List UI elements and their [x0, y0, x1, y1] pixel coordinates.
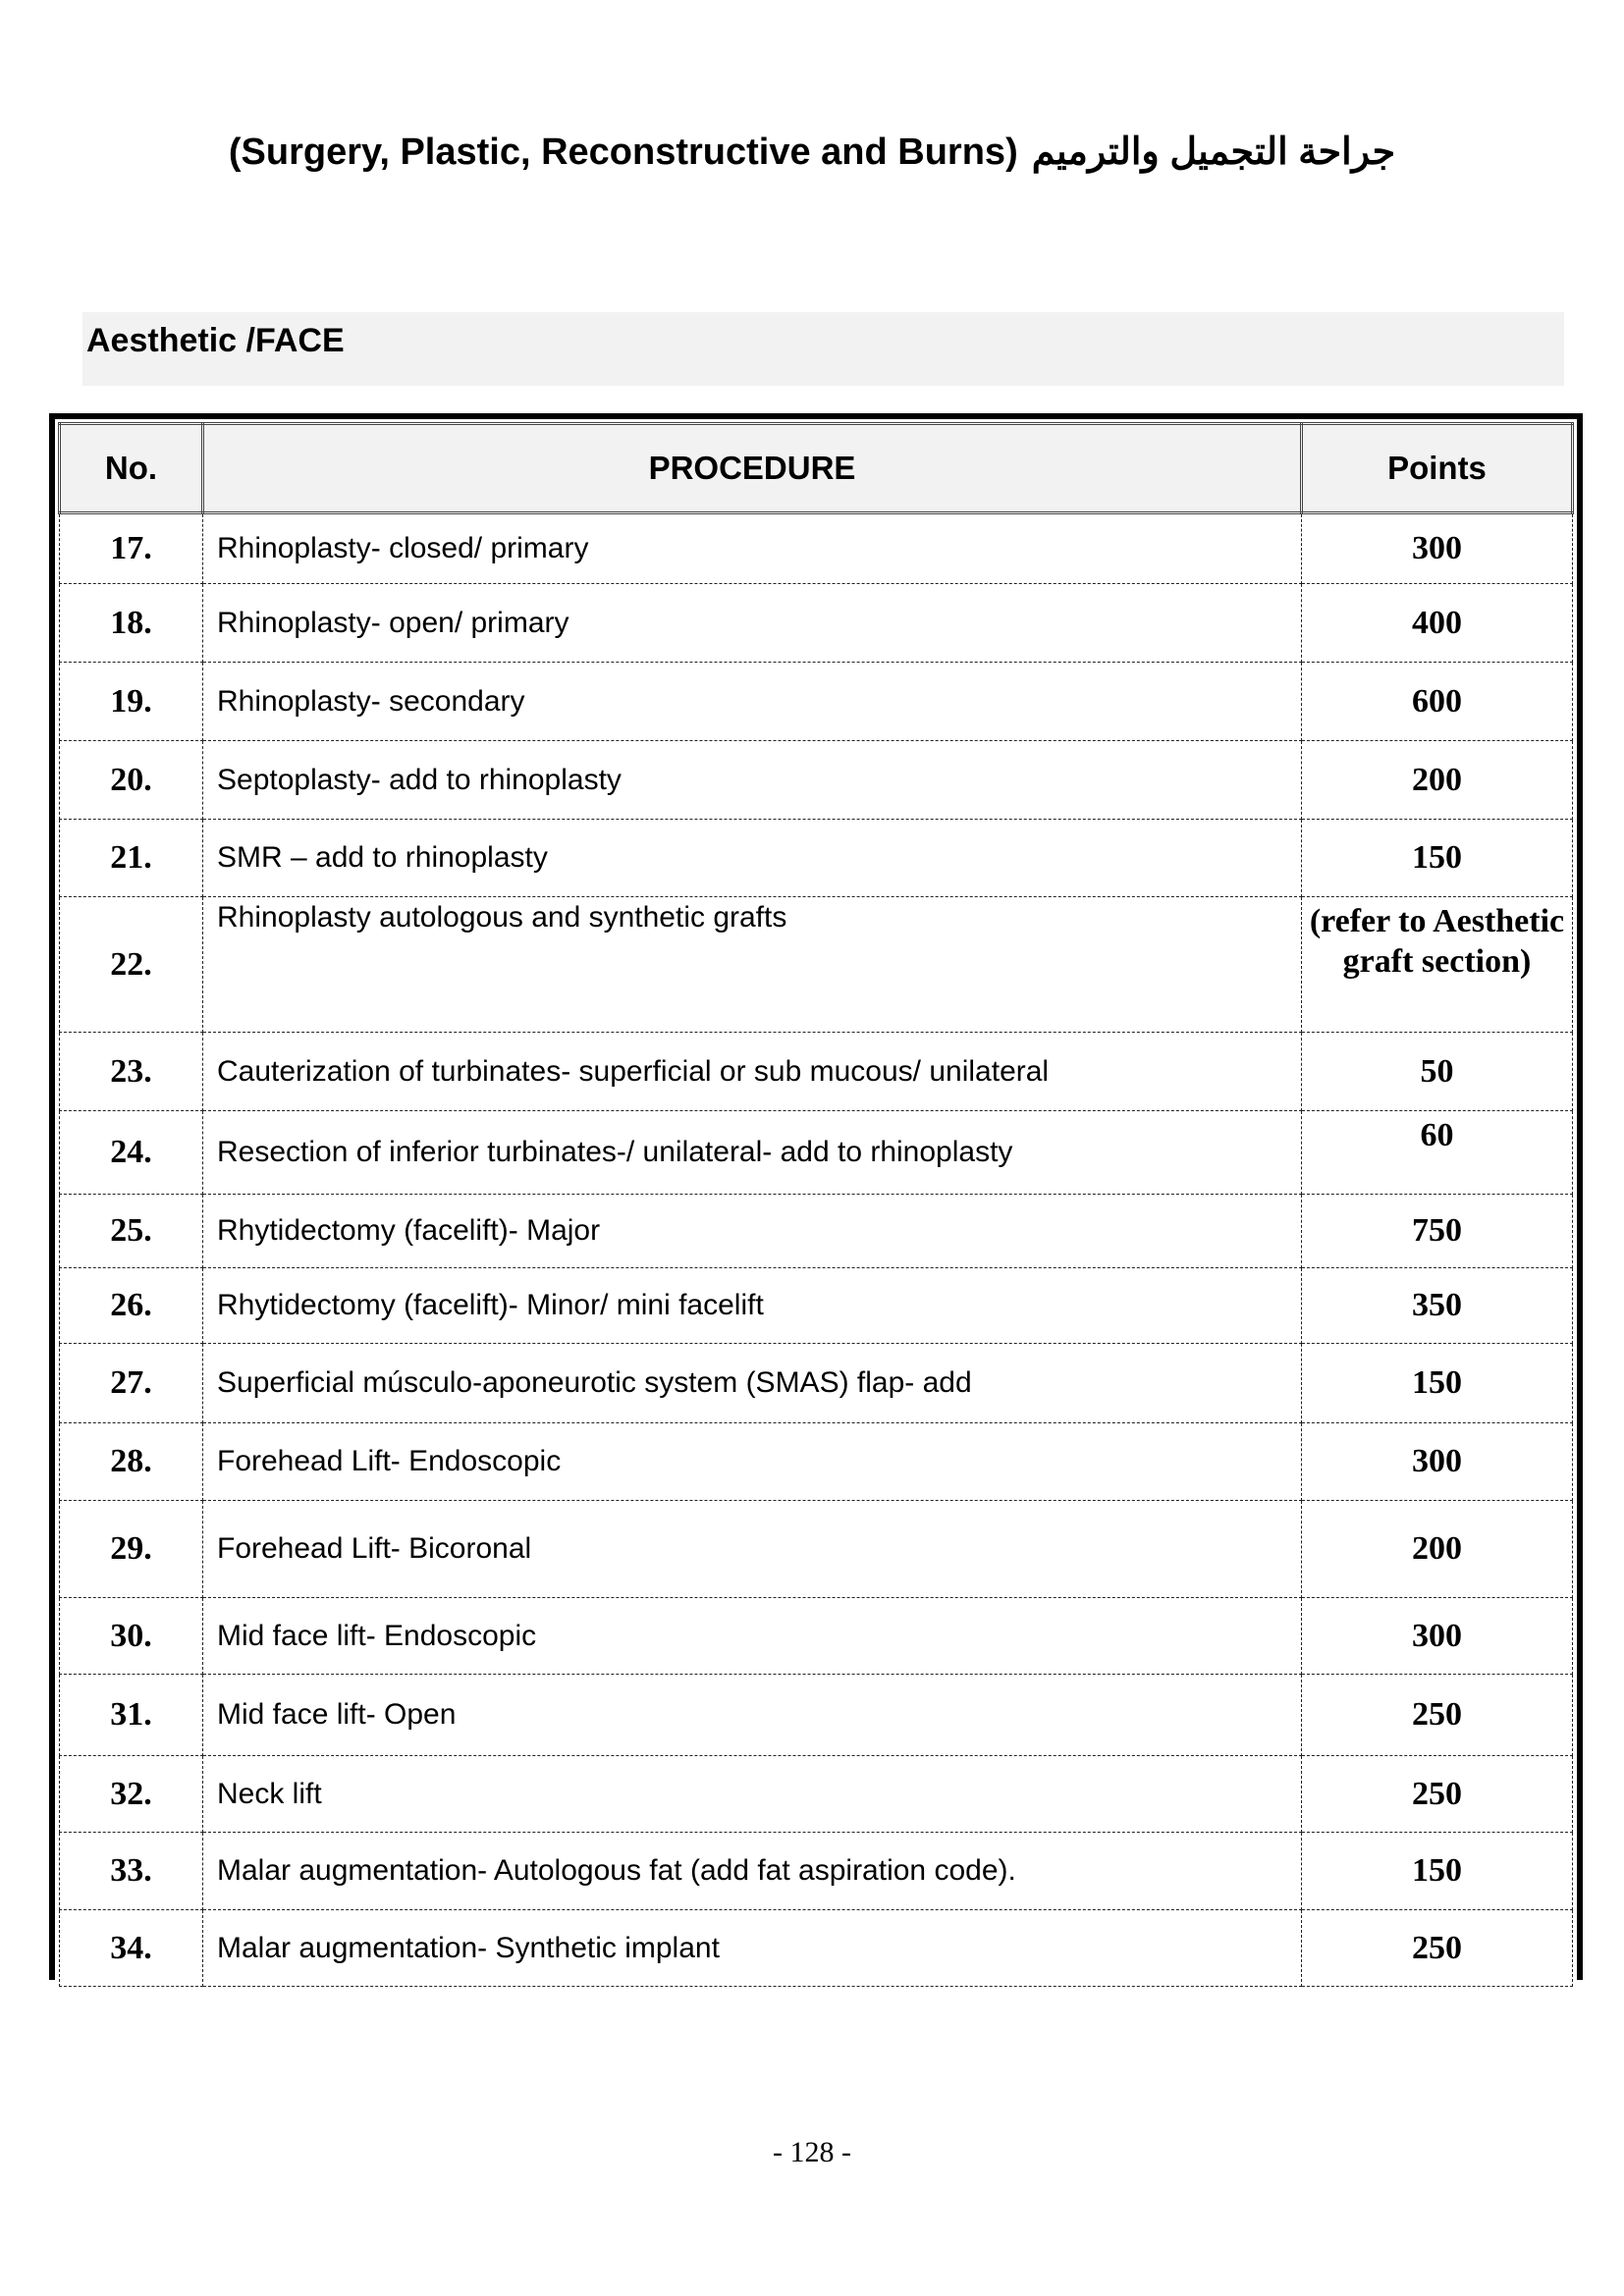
row-procedure: Neck lift: [203, 1756, 1302, 1833]
title-arabic: جراحة التجميل والترميم: [1031, 132, 1396, 173]
row-number: 24.: [60, 1111, 203, 1195]
row-procedure: Mid face lift- Endoscopic: [203, 1598, 1302, 1675]
table-row: [60, 1268, 1573, 1344]
section-heading-band: [82, 312, 1564, 386]
header-procedure: PROCEDURE: [203, 424, 1302, 513]
page-title: [0, 130, 1624, 174]
row-procedure: Superficial músculo-aponeurotic system (SMAS) flap- add: [203, 1344, 1302, 1423]
row-points: 150: [1302, 1344, 1573, 1423]
table-row: [60, 1033, 1573, 1111]
row-number: 32.: [60, 1756, 203, 1833]
row-points: 250: [1302, 1675, 1573, 1756]
row-number: 34.: [60, 1910, 203, 1987]
row-procedure: Rhinoplasty autologous and synthetic grafts: [203, 897, 1302, 1033]
table-row: [60, 584, 1573, 663]
row-number: 17.: [60, 513, 203, 584]
row-points: 250: [1302, 1756, 1573, 1833]
row-number: 31.: [60, 1675, 203, 1756]
table-row: [60, 1501, 1573, 1598]
table-header-row: [60, 424, 1573, 513]
row-procedure: Rhytidectomy (facelift)- Minor/ mini facelift: [203, 1268, 1302, 1344]
title-english: (Surgery, Plastic, Reconstructive and Burns): [228, 132, 1018, 173]
row-procedure: Forehead Lift- Bicoronal: [203, 1501, 1302, 1598]
procedures-table-frame: [49, 413, 1583, 1980]
row-points: 300: [1302, 1423, 1573, 1501]
row-points: 60: [1302, 1111, 1573, 1195]
table-row: [60, 1344, 1573, 1423]
table-row: [60, 1598, 1573, 1675]
row-points: 600: [1302, 663, 1573, 741]
table-row: [60, 1111, 1573, 1195]
row-procedure: Rhinoplasty- secondary: [203, 663, 1302, 741]
row-procedure: Rhinoplasty- closed/ primary: [203, 513, 1302, 584]
row-points: 750: [1302, 1195, 1573, 1268]
row-points: 300: [1302, 513, 1573, 584]
row-procedure: Forehead Lift- Endoscopic: [203, 1423, 1302, 1501]
row-procedure: Rhinoplasty- open/ primary: [203, 584, 1302, 663]
row-points: 150: [1302, 820, 1573, 897]
row-number: 21.: [60, 820, 203, 897]
table-row: [60, 1423, 1573, 1501]
row-number: 25.: [60, 1195, 203, 1268]
page-number: - 128 -: [773, 2136, 851, 2168]
row-procedure: Resection of inferior turbinates-/ unilateral- add to rhinoplasty: [203, 1111, 1302, 1195]
row-number: 29.: [60, 1501, 203, 1598]
table-row: [60, 820, 1573, 897]
row-number: 19.: [60, 663, 203, 741]
row-procedure: Malar augmentation- Synthetic implant: [203, 1910, 1302, 1987]
row-procedure: Cauterization of turbinates- superficial or sub mucous/ unilateral: [203, 1033, 1302, 1111]
table-row: [60, 1833, 1573, 1910]
row-number: 33.: [60, 1833, 203, 1910]
table-row: [60, 513, 1573, 584]
section-heading: Aesthetic /FACE: [86, 322, 345, 359]
table-row: [60, 1195, 1573, 1268]
row-points: 350: [1302, 1268, 1573, 1344]
row-number: 27.: [60, 1344, 203, 1423]
row-number: 18.: [60, 584, 203, 663]
row-procedure: Septoplasty- add to rhinoplasty: [203, 741, 1302, 820]
row-number: 22.: [60, 897, 203, 1033]
row-number: 20.: [60, 741, 203, 820]
table-row: [60, 741, 1573, 820]
table-row: [60, 1910, 1573, 1987]
table-row: [60, 1756, 1573, 1833]
row-number: 26.: [60, 1268, 203, 1344]
row-points: 150: [1302, 1833, 1573, 1910]
table-row: [60, 1675, 1573, 1756]
table-row: [60, 663, 1573, 741]
procedures-table: [58, 422, 1574, 1987]
row-points: (refer to Aesthetic graft section): [1302, 897, 1573, 1033]
row-points: 50: [1302, 1033, 1573, 1111]
row-points: 400: [1302, 584, 1573, 663]
header-points: Points: [1302, 424, 1573, 513]
row-procedure: Rhytidectomy (facelift)- Major: [203, 1195, 1302, 1268]
table-row: [60, 897, 1573, 1033]
row-number: 30.: [60, 1598, 203, 1675]
row-procedure: Malar augmentation- Autologous fat (add fat aspiration code).: [203, 1833, 1302, 1910]
row-points: 200: [1302, 741, 1573, 820]
row-procedure: Mid face lift- Open: [203, 1675, 1302, 1756]
row-procedure: SMR – add to rhinoplasty: [203, 820, 1302, 897]
row-points: 200: [1302, 1501, 1573, 1598]
header-no: No.: [60, 424, 203, 513]
row-number: 28.: [60, 1423, 203, 1501]
row-points: 250: [1302, 1910, 1573, 1987]
row-number: 23.: [60, 1033, 203, 1111]
row-points: 300: [1302, 1598, 1573, 1675]
